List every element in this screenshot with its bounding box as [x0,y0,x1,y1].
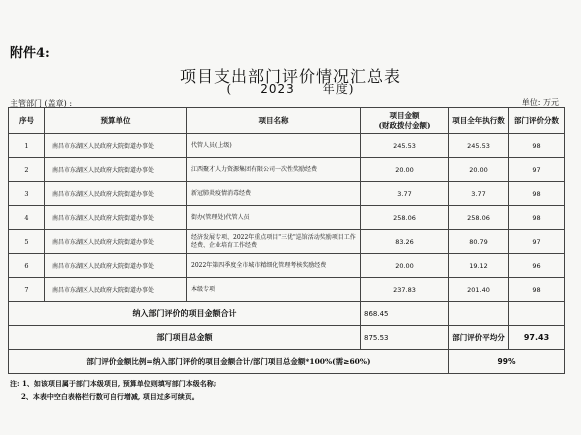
row-score: 96 [509,254,565,278]
row-no: 6 [9,254,45,278]
dept-label: 主管部门 (盖章) : [10,99,73,108]
row-unit: 南昌市东湖区人民政府大院街道办事处 [45,230,187,254]
grand-total-value: 875.53 [361,326,449,350]
table-row [9,182,565,206]
row-executed: 19.12 [449,254,509,278]
row-project: 代管人员(上级) [187,134,361,158]
row-executed: 245.53 [449,134,509,158]
row-unit: 南昌市东湖区人民政府大院街道办事处 [45,254,187,278]
grand-total-row [9,326,565,350]
grand-total-label: 部门项目总金额 [9,326,361,350]
row-executed: 80.79 [449,230,509,254]
ratio-value: 99% [449,350,565,374]
footnote-1: 注: 1、如该项目属于部门本级项目, 预算单位则填写部门本级名称; [10,379,217,388]
row-unit: 南昌市东湖区人民政府大院街道办事处 [45,278,187,302]
col-header-amount: 项目金额 (财政拨付金额) [361,108,449,134]
row-amount: 237.83 [361,278,449,302]
row-project: 2022年第四季度全市城市精细化管理考核奖励经费 [187,254,361,278]
table-row [9,278,565,302]
table-row [9,158,565,182]
table-row [9,230,565,254]
row-amount: 3.77 [361,182,449,206]
row-unit: 南昌市东湖区人民政府大院街道办事处 [45,158,187,182]
row-project: 江西聚才人力资源集团有限公司一次性奖励经费 [187,158,361,182]
row-amount: 83.26 [361,230,449,254]
col-header-score: 部门评价分数 [509,108,565,134]
row-amount: 20.00 [361,254,449,278]
row-no: 7 [9,278,45,302]
footnotes [10,377,216,403]
col-header-executed: 项目全年执行数 [449,108,509,134]
avg-score-label: 部门评价平均分 [449,326,509,350]
row-project: 街办(管理处)代管人员 [187,206,361,230]
col-header-no: 序号 [9,108,45,134]
row-score: 97 [509,230,565,254]
row-unit: 南昌市东湖区人民政府大院街道办事处 [45,134,187,158]
included-empty-cell [509,302,565,326]
row-score: 98 [509,206,565,230]
attachment-label: 附件4: [10,46,50,61]
row-score: 97 [509,158,565,182]
row-project: 新冠肺炎疫情消毒经费 [187,182,361,206]
page-title: 项目支出部门评价情况汇总表 [179,67,401,86]
row-no: 4 [9,206,45,230]
unit-label: 单位: 万元 [521,98,559,107]
row-no: 2 [9,158,45,182]
footnote-2: 2、本表中空白表格栏行数可自行增减, 项目过多可续页。 [21,392,199,401]
table-row [9,254,565,278]
col-header-project: 项目名称 [187,108,361,134]
ratio-label: 部门评价金额比例=纳入部门评价的项目金额合计/部门项目总金额*100%(需≥60%) [9,350,449,374]
avg-score-value: 97.43 [509,326,565,350]
row-unit: 南昌市东湖区人民政府大院街道办事处 [45,182,187,206]
row-score: 98 [509,182,565,206]
year-line [0,80,581,97]
row-amount: 20.00 [361,158,449,182]
ratio-row [9,350,565,374]
row-no: 5 [9,230,45,254]
included-total-row [9,302,565,326]
row-executed: 3.77 [449,182,509,206]
col-header-unit: 预算单位 [45,108,187,134]
included-total-label: 纳入部门评价的项目金额合计 [9,302,361,326]
row-project: 本级专项 [187,278,361,302]
included-empty-cell [449,302,509,326]
row-no: 3 [9,182,45,206]
row-unit: 南昌市东湖区人民政府大院街道办事处 [45,206,187,230]
table-row [9,206,565,230]
row-no: 1 [9,134,45,158]
row-executed: 201.40 [449,278,509,302]
row-project: 经济发展专项、2022年重点项目"三优"巡馆活动奖励项目工作经费、企业培育工作经费 [187,230,361,254]
year-close: 年度) [322,82,355,96]
row-score: 98 [509,134,565,158]
summary-table [8,107,565,374]
included-total-value: 868.45 [361,302,449,326]
table-header-row [9,108,565,134]
year-value: 2023 [260,82,295,96]
table-row [9,134,565,158]
row-amount: 245.53 [361,134,449,158]
row-executed: 258.06 [449,206,509,230]
row-executed: 20.00 [449,158,509,182]
row-amount: 258.06 [361,206,449,230]
row-score: 98 [509,278,565,302]
year-open: ( [226,82,233,96]
